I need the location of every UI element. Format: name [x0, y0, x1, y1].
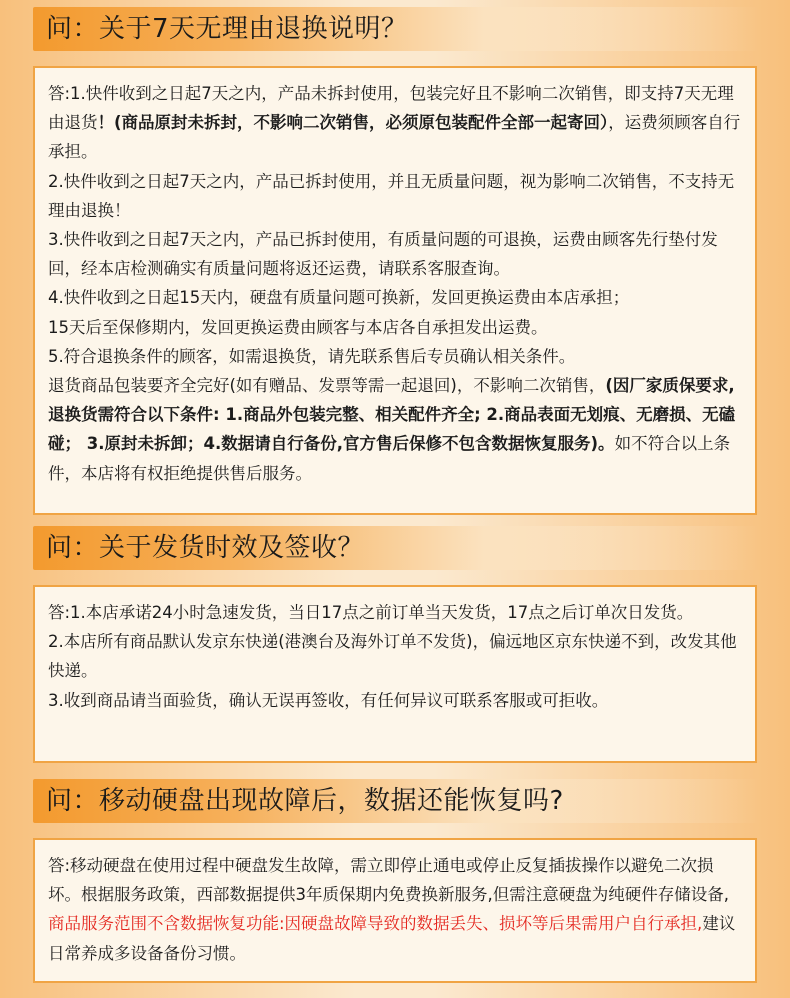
answer-text: 建议日常养成多设备备份习惯。 [48, 914, 736, 963]
question-header [33, 526, 761, 570]
answer-paragraph [48, 167, 743, 225]
answer-paragraph [48, 313, 743, 342]
answer-paragraph [48, 371, 743, 488]
answer-paragraph [48, 598, 743, 627]
answer-text: 3.收到商品请当面验货，确认无误再签收，有任何异议可联系客服或可拒收。 [48, 690, 609, 710]
answer-text-warning: 商品服务范围不含数据恢复功能:因硬盘故障导致的数据丢失、损坏等后果需用户自行承担, [48, 914, 703, 934]
answer-paragraph [48, 851, 743, 968]
answer-box [33, 66, 757, 515]
question-header [33, 7, 761, 51]
answer-text-emphasis: ！(商品原封未拆封，不影响二次销售，必须原包装配件全部一起寄回） [97, 113, 609, 133]
answer-text-emphasis: (因厂家质保要求,退换货需符合以下条件: 1.商品外包装完整、相关配件齐全; 2.商品表面无划痕、无磨损、无磕碰； 3.原封未拆卸；4.数据请自行备份,官方售后保修不包含数据恢复服务)。 [48, 376, 736, 454]
question-header [33, 779, 761, 823]
answer-text: 答:移动硬盘在使用过程中硬盘发生故障，需立即停止通电或停止反复插拔操作以避免二次损坏。根据服务政策，西部数据提供3年质保期内免费换新服务,但需注意硬盘为纯硬件存储设备, [48, 856, 729, 905]
question-title: 问：关于发货时效及签收？ [46, 533, 365, 563]
answer-paragraph [48, 283, 743, 312]
answer-paragraph [48, 79, 743, 167]
answer-text: 3.快件收到之日起7天之内，产品已拆封使用，有质量问题的可退换，运费由顾客先行垫付发回，经本店检测确实有质量问题将返还运费，请联系客服查询。 [48, 230, 718, 279]
faq-section-return-policy [33, 7, 761, 483]
answer-paragraph [48, 225, 743, 283]
answer-paragraph [48, 342, 743, 371]
answer-text: 2.本店所有商品默认发京东快递(港澳台及海外订单不发货)，偏远地区京东快递不到，改发其他快递。 [48, 632, 737, 681]
answer-text: 答:1.快件收到之日起7天之内，产品未拆封使用，包装完好且不影响二次销售，即支持7天无理由退货 [48, 84, 734, 133]
question-title: 问：移动硬盘出现故障后，数据还能恢复吗? [46, 786, 564, 816]
faq-section-data-recovery [33, 779, 761, 963]
answer-paragraph [48, 627, 743, 685]
answer-box [33, 838, 757, 983]
question-title: 问：关于7天无理由退换说明？ [46, 14, 408, 44]
answer-text: 5.符合退换条件的顾客，如需退换货，请先联系售后专员确认相关条件。 [48, 346, 576, 366]
answer-text: 2.快件收到之日起7天之内，产品已拆封使用，并且无质量问题，视为影响二次销售，不支持无理由退换！ [48, 171, 735, 220]
answer-paragraph [48, 686, 743, 715]
answer-text: 15天后至保修期内，发回更换运费由顾客与本店各自承担发出运费。 [48, 317, 548, 337]
answer-text: 答:1.本店承诺24小时急速发货，当日17点之前订单当天发货，17点之后订单次日发货。 [48, 603, 694, 622]
answer-text: 退货商品包装要齐全完好(如有赠品、发票等需一起退回)，不影响二次销售， [48, 376, 606, 396]
answer-text: ，运费须顾客自行承担。 [48, 113, 741, 162]
answer-box [33, 585, 757, 763]
faq-section-shipping [33, 526, 761, 710]
answer-text: 4.快件收到之日起15天内，硬盘有质量问题可换新，发回更换运费由本店承担； [48, 288, 630, 308]
answer-text: 如不符合以上条件，本店将有权拒绝提供售后服务。 [48, 434, 731, 483]
